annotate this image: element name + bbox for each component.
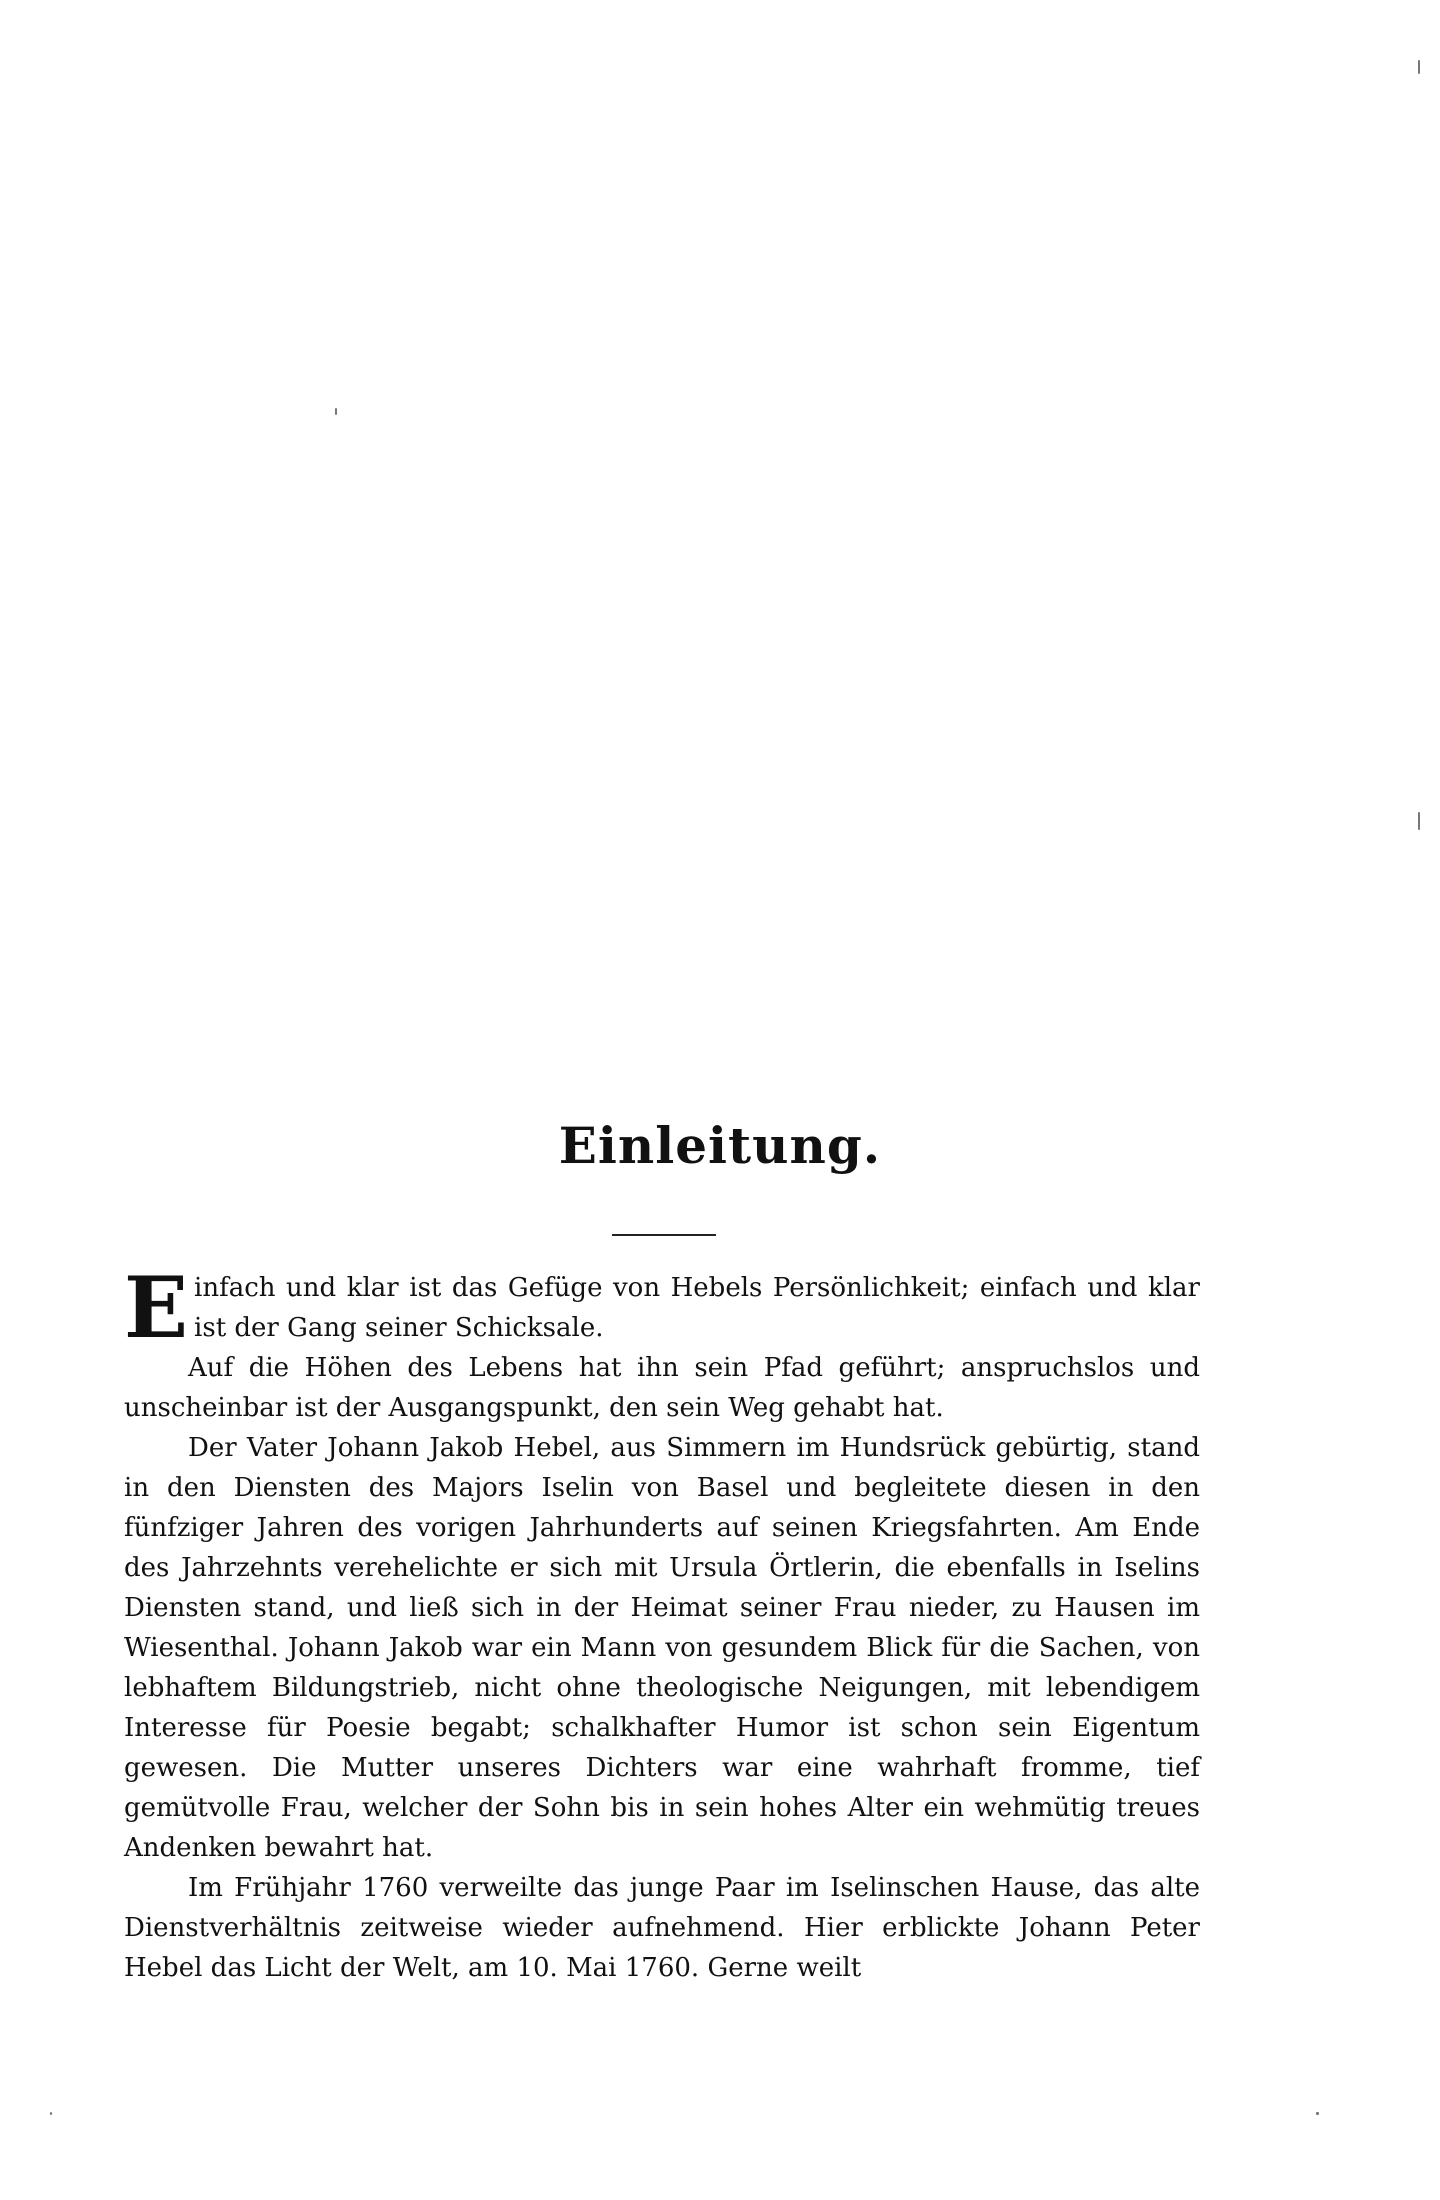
title-divider (612, 1234, 716, 1236)
paragraph-2: Auf die Höhen des Lebens hat ihn sein Pfad geführt; anspruchslos und unscheinbar ist der Ausgangspunkt, den sein Weg gehabt hat. (124, 1353, 1200, 1423)
paragraph-1-text: infach und klar ist das Gefüge von Hebels Persönlichkeit; einfach und klar ist der Gang seiner Schicksale. (194, 1273, 1200, 1343)
scan-speck (1418, 812, 1420, 830)
scan-speck (50, 2112, 52, 2115)
chapter-title: Einleitung. (558, 1116, 882, 1175)
paragraph-3: Der Vater Johann Jakob Hebel, aus Simmern im Hundsrück gebürtig, stand in den Diensten des Majors Iselin von Basel und begleitete diesen in den fünfziger Jahren des vorigen Jahrhunderts auf seinen Kriegsfahrten. Am Ende des Jahrzehnts verehelichte er sich mit Ursula Örtlerin, die ebenfalls in Iselins Diensten stand, und ließ sich in der Heimat seiner Frau nieder, zu Hausen im Wiesenthal. Johann Jakob war ein Mann von gesundem Blick für die Sachen, von lebhaftem Bildungstrieb, nicht ohne theologische Neigungen, mit lebendigem Interesse für Poesie begabt; schalkhafter Humor ist schon sein Eigentum gewesen. Die Mutter unseres Dichters war eine wahrhaft fromme, tief gemütvolle Frau, welcher der Sohn bis in sein hohes Alter ein wehmütig treues Andenken bewahrt hat. (124, 1433, 1200, 1863)
scan-speck (1316, 2112, 1319, 2115)
body-text (124, 1258, 1200, 1988)
drop-cap-initial: E (124, 1258, 189, 1357)
paragraph-4: Im Frühjahr 1760 verweilte das junge Paar im Iselinschen Hause, das alte Dienstverhältnis zeitweise wieder aufnehmend. Hier erblickte Johann Peter Hebel das Licht der Welt, am 10. Mai 1760. Gerne weilt (124, 1873, 1200, 1983)
scan-speck (335, 408, 337, 415)
scan-speck (1418, 60, 1420, 74)
paragraph-1 (124, 1258, 1200, 1357)
